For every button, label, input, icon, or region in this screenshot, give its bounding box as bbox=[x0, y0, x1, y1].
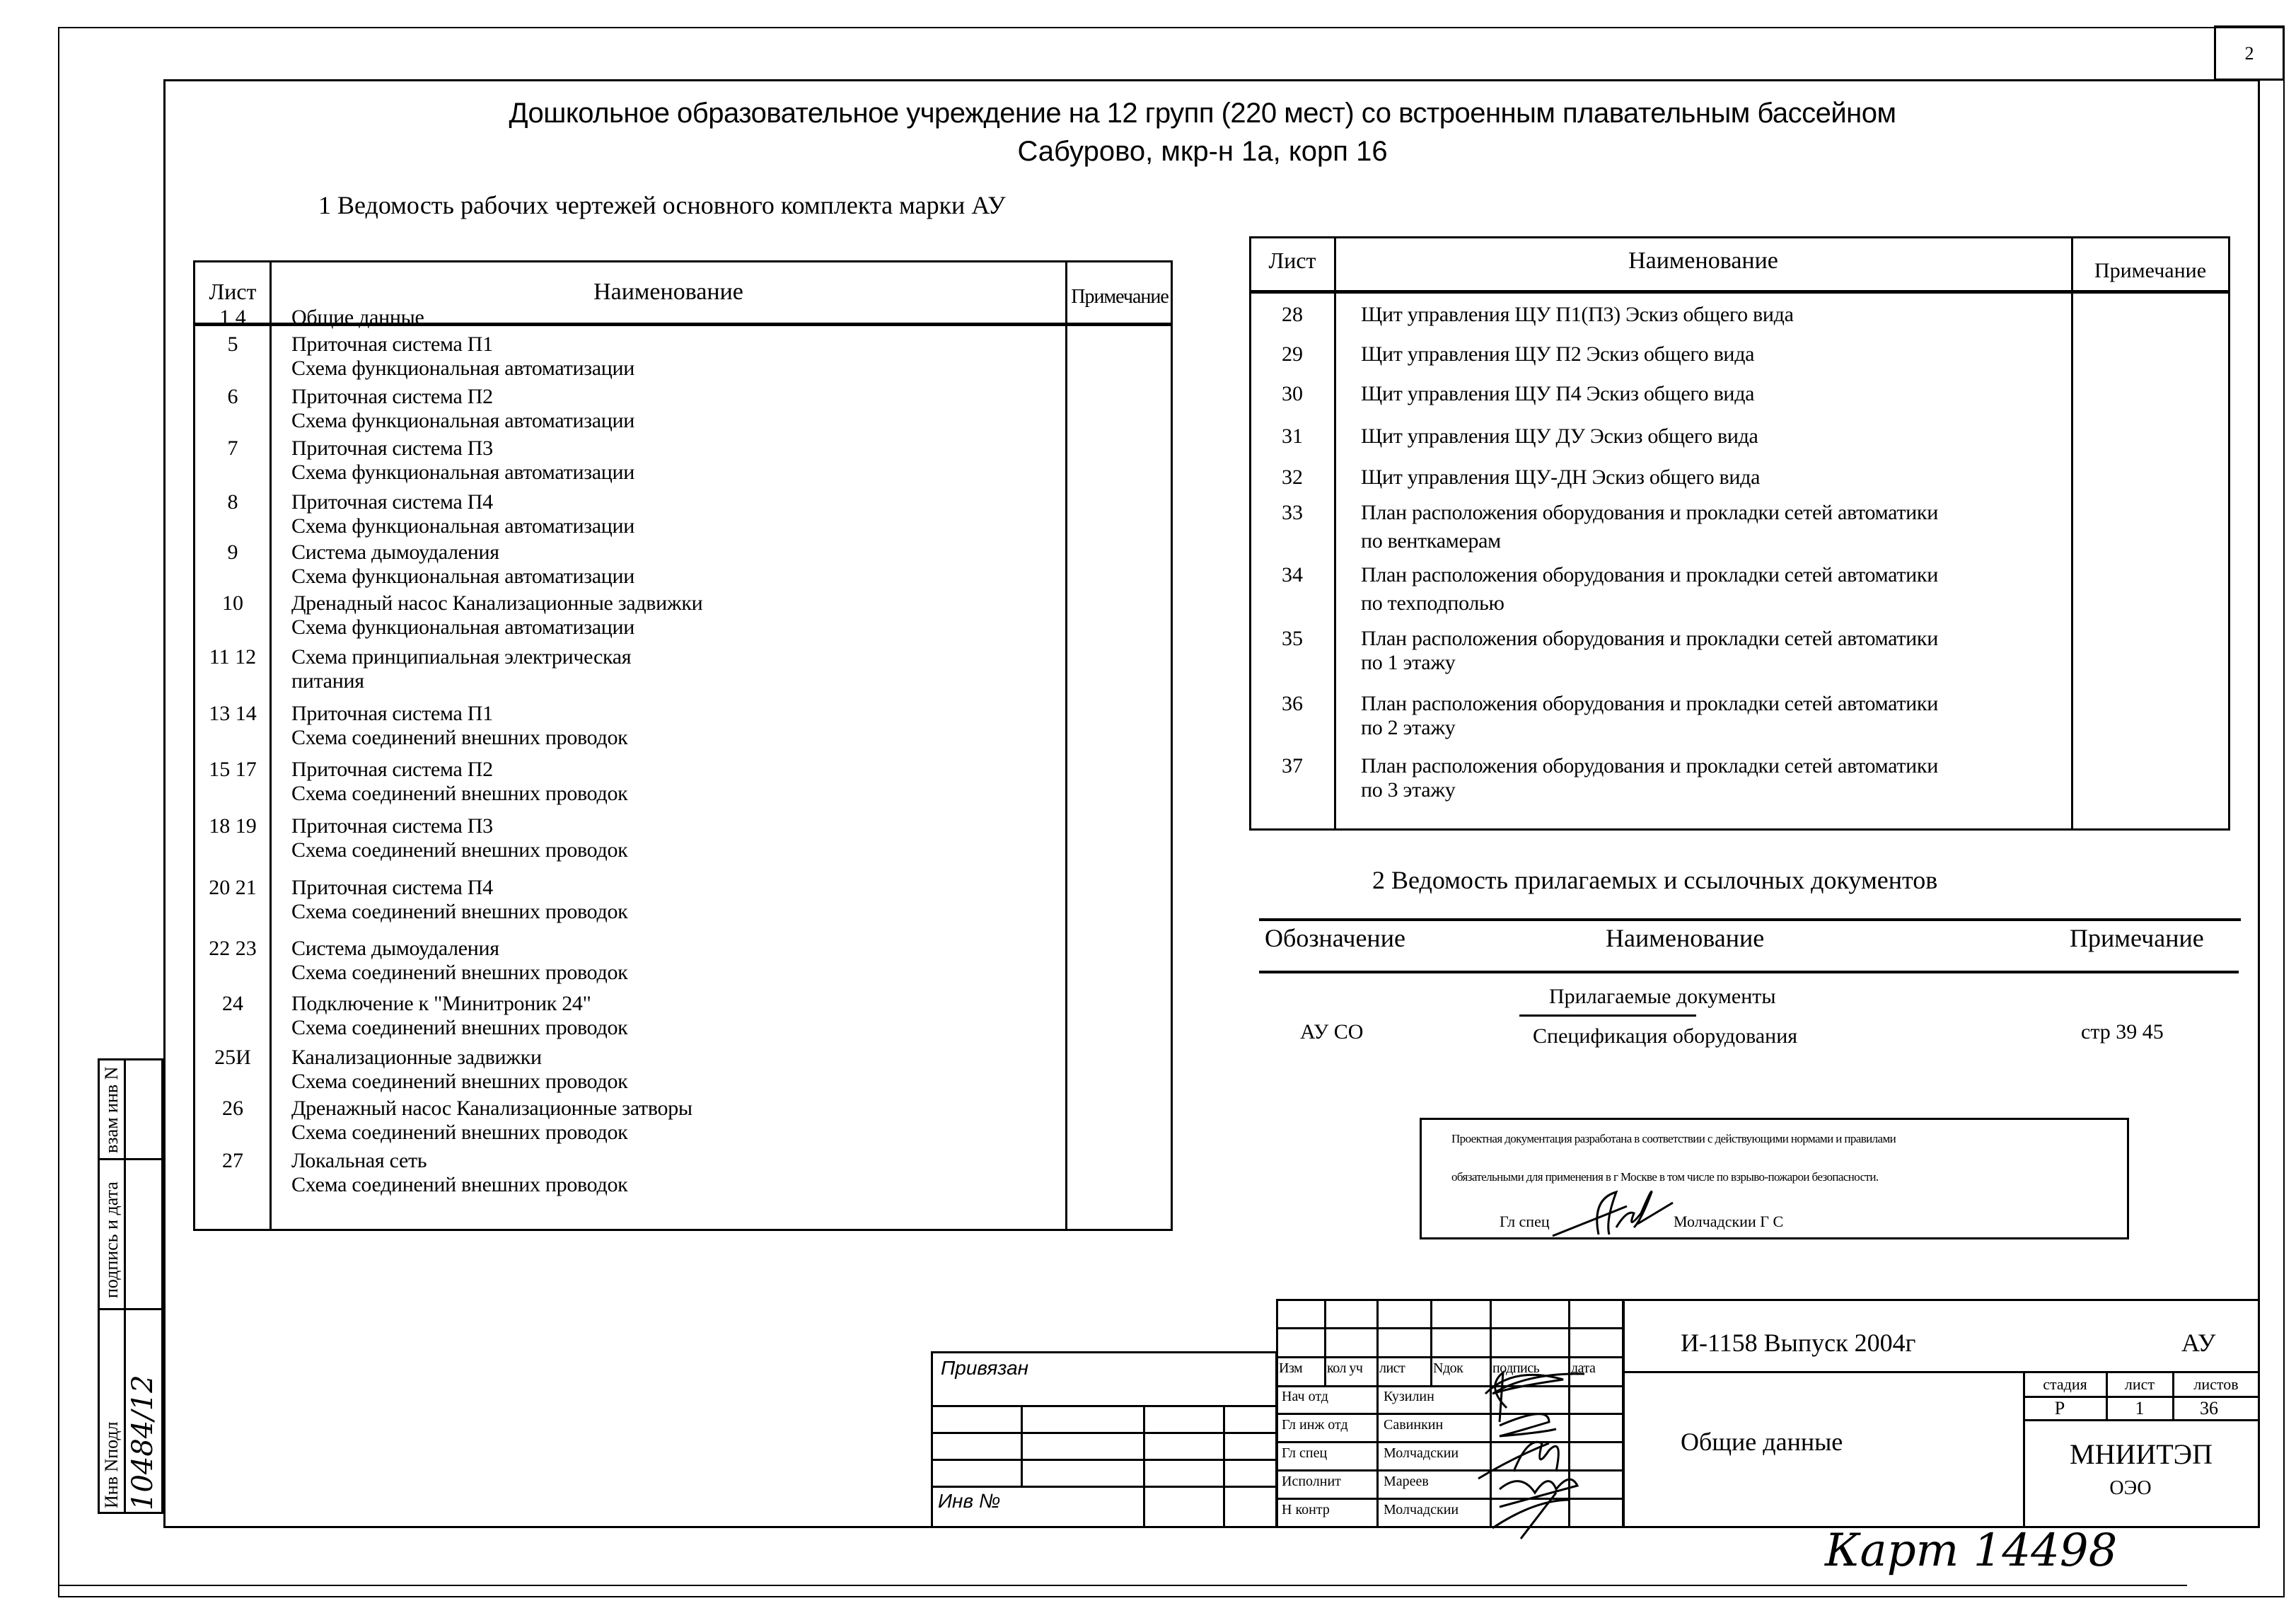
right-row-name: Щит управления ЩУ-ДН Эскиз общего вида bbox=[1361, 466, 1761, 489]
right-table-col-divider-1 bbox=[1334, 236, 1336, 831]
section2-col-note: Примечание bbox=[2070, 924, 2204, 952]
binding-inv-label: Инв № bbox=[938, 1490, 1001, 1512]
right-row-name: по 3 этажу bbox=[1361, 778, 1456, 802]
org-dept: ОЭО bbox=[2109, 1477, 2152, 1499]
left-row-sheet: 8 bbox=[227, 490, 238, 514]
left-row-name: Схема соединений внешних проводок bbox=[291, 900, 628, 923]
left-row-sheet: 6 bbox=[227, 385, 238, 408]
right-table-col-divider-2 bbox=[2071, 236, 2073, 831]
left-row-name: Канализационные задвижки bbox=[291, 1046, 542, 1069]
compliance-role: Гл спец bbox=[1500, 1213, 1550, 1230]
staff-role: Гл инж отд bbox=[1282, 1417, 1348, 1433]
right-row-sheet: 37 bbox=[1282, 754, 1303, 777]
right-row-name: План расположения оборудования и прокладки сетей автоматики bbox=[1361, 754, 1938, 777]
title-grid-col-header: Nдок bbox=[1433, 1360, 1463, 1376]
left-row-name: Приточная система П4 bbox=[291, 876, 493, 899]
left-col-header-name: Наименование bbox=[593, 279, 743, 305]
left-row-name: Приточная система П2 bbox=[291, 758, 493, 781]
left-row-sheet: 11 12 bbox=[209, 645, 257, 669]
binding-tied-label: Привязан bbox=[941, 1357, 1029, 1379]
left-row-name: Система дымоудаления bbox=[291, 540, 499, 564]
left-row-name: Схема функциональная автоматизации bbox=[291, 565, 635, 588]
title-grid-col-header: подпись bbox=[1492, 1360, 1540, 1376]
section1-title: 1 Ведомость рабочих чертежей основного комплекта марки АУ bbox=[318, 191, 1006, 219]
section2-group-underline bbox=[1519, 1014, 1696, 1017]
left-row-name: Схема соединений внешних проводок bbox=[291, 1070, 628, 1093]
sheets-label: листов bbox=[2193, 1375, 2239, 1393]
left-row-name: Приточная система П4 bbox=[291, 490, 493, 514]
left-table-col-divider-2 bbox=[1065, 260, 1067, 1231]
left-row-name: Схема принципиальная электрическая bbox=[291, 645, 632, 669]
left-row-name: Схема соединений внешних проводок bbox=[291, 1121, 628, 1144]
left-strip-row2 bbox=[98, 1308, 163, 1310]
left-row-name: Приточная система П2 bbox=[291, 385, 493, 408]
staff-role: Нач отд bbox=[1282, 1389, 1328, 1404]
sheet-number-box bbox=[2214, 25, 2285, 81]
title-grid-row-line bbox=[1276, 1356, 1624, 1358]
left-row-name: Дренажный насос Канализационные затворы bbox=[291, 1097, 692, 1120]
right-row-name: Щит управления ЩУ П1(П3) Эскиз общего вида bbox=[1361, 303, 1794, 326]
left-row-sheet: 25И bbox=[214, 1046, 251, 1069]
right-row-sheet: 34 bbox=[1282, 563, 1303, 586]
sheets-value: 36 bbox=[2200, 1398, 2218, 1418]
left-row-name: Общие данные bbox=[291, 306, 424, 329]
binding-col-3 bbox=[1223, 1405, 1225, 1528]
left-row-sheet: 24 bbox=[222, 992, 243, 1015]
signatures-scribble-icon bbox=[1471, 1365, 1613, 1542]
sheet-title: Общие данные bbox=[1681, 1428, 1843, 1456]
right-row-sheet: 33 bbox=[1282, 501, 1303, 524]
staff-role: Н контр bbox=[1282, 1502, 1330, 1517]
left-strip-label-inv-orig: Инв Nподл bbox=[101, 1421, 122, 1508]
sheet-label: лист bbox=[2124, 1375, 2155, 1393]
title-grid-col-header: Изм bbox=[1279, 1360, 1303, 1376]
left-row-sheet: 15 17 bbox=[209, 758, 257, 781]
title-grid-row-line bbox=[1276, 1327, 1624, 1329]
stage-value: Р bbox=[2054, 1398, 2065, 1418]
title-grid-col-header: лист bbox=[1379, 1360, 1405, 1376]
right-col-header-name: Наименование bbox=[1628, 248, 1778, 274]
left-row-name: Приточная система П1 bbox=[291, 333, 493, 356]
handwritten-archive-note: Карт 14498 bbox=[1825, 1525, 2118, 1577]
left-row-name: Схема соединений внешних проводок bbox=[291, 782, 628, 805]
left-strip-row1 bbox=[98, 1158, 163, 1160]
left-col-header-note: Примечание bbox=[1071, 286, 1169, 308]
project-code: И-1158 Выпуск 2004г bbox=[1681, 1329, 1916, 1357]
right-row-sheet: 29 bbox=[1282, 342, 1303, 366]
binding-row-4 bbox=[931, 1486, 1277, 1488]
left-row-sheet: 20 21 bbox=[209, 876, 257, 899]
left-row-name: Схема функциональная автоматизации bbox=[291, 357, 635, 380]
right-row-name: Щит управления ЩУ П4 Эскиз общего вида bbox=[1361, 382, 1755, 405]
left-row-name: Схема соединений внешних проводок bbox=[291, 1016, 628, 1039]
right-row-name: План расположения оборудования и прокладки сетей автоматики bbox=[1361, 501, 1938, 524]
right-row-sheet: 35 bbox=[1282, 627, 1303, 650]
signature-icon bbox=[1549, 1185, 1691, 1242]
org-name: МНИИТЭП bbox=[2070, 1438, 2213, 1470]
page-subtitle: Сабурово, мкр-н 1а, корп 16 bbox=[1017, 136, 1388, 167]
sheet-number: 2 bbox=[2244, 43, 2254, 64]
left-row-name: Дренадный насос Канализационные задвижки bbox=[291, 591, 703, 615]
right-col-header-sheet: Лист bbox=[1268, 248, 1316, 273]
drawing-mark: АУ bbox=[2181, 1329, 2216, 1357]
staff-name: Савинкин bbox=[1384, 1417, 1444, 1433]
left-row-sheet: 10 bbox=[222, 591, 243, 615]
right-row-sheet: 36 bbox=[1282, 692, 1303, 715]
section2-col-designation: Обозначение bbox=[1265, 924, 1405, 952]
right-row-name: по 2 этажу bbox=[1361, 716, 1456, 739]
left-row-name: Схема соединений внешних проводок bbox=[291, 838, 628, 862]
right-row-name: по венткамерам bbox=[1361, 529, 1501, 553]
right-table-header-divider bbox=[1249, 290, 2230, 294]
left-row-name: Схема функциональная автоматизации bbox=[291, 615, 635, 639]
left-row-sheet: 7 bbox=[227, 437, 238, 460]
binding-row-1 bbox=[931, 1405, 1277, 1407]
left-row-sheet: 5 bbox=[227, 333, 238, 356]
staff-role: Гл спец bbox=[1282, 1445, 1328, 1461]
left-row-name: Схема соединений внешних проводок bbox=[291, 961, 628, 984]
left-row-name: Схема функциональная автоматизации bbox=[291, 514, 635, 538]
left-row-sheet: 9 bbox=[227, 540, 238, 564]
left-row-name: Приточная система П1 bbox=[291, 702, 493, 725]
section2-top-rule bbox=[1259, 918, 2241, 921]
compliance-line1: Проектная документация разработана в соответствии с действующими нормами и правилами bbox=[1451, 1132, 1896, 1145]
staff-name: Молчадскии bbox=[1384, 1502, 1459, 1517]
left-row-sheet: 26 bbox=[222, 1097, 243, 1120]
left-row-sheet: 13 14 bbox=[209, 702, 257, 725]
right-row-name: План расположения оборудования и прокладки сетей автоматики bbox=[1361, 627, 1938, 650]
section2-title: 2 Ведомость прилагаемых и ссылочных документов bbox=[1372, 866, 1938, 894]
stage-value-divider bbox=[2023, 1419, 2260, 1421]
left-strip-label-swap-inv: взам инв N bbox=[101, 1066, 122, 1153]
right-row-name: Щит управления ЩУ П2 Эскиз общего вида bbox=[1361, 342, 1755, 366]
left-row-sheet: 18 19 bbox=[209, 814, 257, 838]
left-strip-handwritten-inv: 10484/12 bbox=[127, 1375, 159, 1510]
sheet-value: 1 bbox=[2135, 1398, 2145, 1418]
stage-label: стадия bbox=[2043, 1375, 2087, 1393]
staff-name: Мареев bbox=[1384, 1474, 1429, 1489]
left-row-name: Локальная сеть bbox=[291, 1149, 427, 1172]
bottom-rule bbox=[58, 1585, 2187, 1586]
compliance-name: Молчадскии Г С bbox=[1674, 1213, 1784, 1230]
right-col-header-note: Примечание bbox=[2094, 259, 2207, 282]
binding-row-3 bbox=[931, 1459, 1277, 1461]
right-row-sheet: 31 bbox=[1282, 424, 1303, 448]
left-strip-divider bbox=[124, 1058, 126, 1514]
left-row-name: Подключение к "Минитроник 24" bbox=[291, 992, 591, 1015]
title-grid-col-line bbox=[1324, 1299, 1326, 1385]
left-row-name: Приточная система П3 bbox=[291, 814, 493, 838]
binding-col-2 bbox=[1143, 1405, 1145, 1528]
title-grid-col-header: дата bbox=[1571, 1360, 1596, 1376]
right-row-sheet: 28 bbox=[1282, 303, 1303, 326]
right-row-sheet: 32 bbox=[1282, 466, 1303, 489]
staff-name: Кузилин bbox=[1384, 1389, 1434, 1404]
section2-header-rule bbox=[1259, 971, 2239, 973]
section2-group-label: Прилагаемые документы bbox=[1549, 985, 1776, 1008]
section2-row-designation: АУ СО bbox=[1300, 1020, 1364, 1043]
compliance-box bbox=[1420, 1118, 2129, 1239]
title-grid-col-line bbox=[1376, 1299, 1379, 1528]
left-row-name: Приточная система П3 bbox=[291, 437, 493, 460]
right-row-name: по 1 этажу bbox=[1361, 651, 1456, 674]
staff-name: Молчадскии bbox=[1384, 1445, 1459, 1461]
left-row-sheet: 1 4 bbox=[219, 306, 246, 329]
binding-row-2 bbox=[931, 1432, 1277, 1434]
left-strip-label-signature-date: подпись и дата bbox=[101, 1181, 122, 1298]
left-row-name: Схема функциональная автоматизации bbox=[291, 461, 635, 484]
right-row-name: по техподполью bbox=[1361, 591, 1504, 615]
left-row-sheet: 22 23 bbox=[209, 937, 257, 960]
right-row-name: Щит управления ЩУ ДУ Эскиз общего вида bbox=[1361, 424, 1758, 448]
left-row-name: питания bbox=[291, 669, 364, 693]
title-grid-col-line bbox=[1430, 1299, 1432, 1385]
left-col-header-sheet: Лист bbox=[209, 279, 257, 304]
left-row-name: Схема соединений внешних проводок bbox=[291, 726, 628, 749]
section2-row-note: стр 39 45 bbox=[2081, 1020, 2164, 1043]
compliance-line2: обязательными для применения в г Москве в том числе по взрыво-пожарои безопасности. bbox=[1451, 1170, 1879, 1184]
right-row-sheet: 30 bbox=[1282, 382, 1303, 405]
left-row-name: Схема функциональная автоматизации bbox=[291, 409, 635, 432]
staff-role: Исполнит bbox=[1282, 1474, 1341, 1489]
section2-row-name: Спецификация оборудования bbox=[1533, 1024, 1798, 1048]
section2-col-name: Наименование bbox=[1606, 924, 1765, 952]
title-block-main-divider bbox=[1623, 1371, 2260, 1373]
left-row-name: Система дымоудаления bbox=[291, 937, 499, 960]
right-row-name: План расположения оборудования и прокладки сетей автоматики bbox=[1361, 563, 1938, 586]
right-row-name: План расположения оборудования и прокладки сетей автоматики bbox=[1361, 692, 1938, 715]
left-row-sheet: 27 bbox=[222, 1149, 243, 1172]
binding-col-1 bbox=[1021, 1405, 1023, 1486]
left-row-name: Схема соединений внешних проводок bbox=[291, 1173, 628, 1196]
page-title: Дошкольное образовательное учреждение на 12 групп (220 мест) со встроенным плавательным бассейном bbox=[509, 98, 1896, 129]
title-grid-col-header: кол уч bbox=[1327, 1360, 1363, 1376]
